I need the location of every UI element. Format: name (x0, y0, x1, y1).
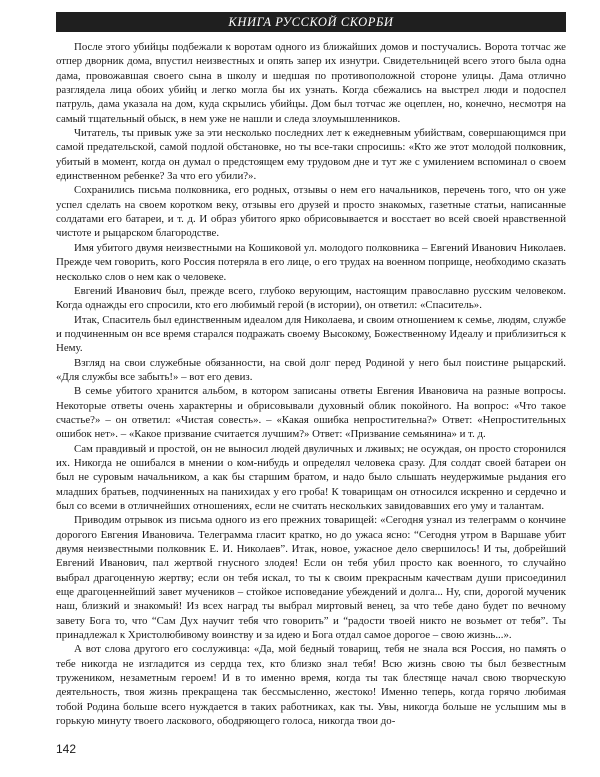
paragraph: В семье убитого хранится альбом, в котором записаны ответы Евгения Ивановича на разные вопросы. Некоторые ответы очень характерны и обрисовывали духовный облик покойного. На вопрос: «Что такое счастье?» – он ответил: «Чистая совесть». – «Какая ошибка непростительна?» Ответ: «Непростительных ошибок нет». – «Какое призвание считается лучшим?» Ответ: «Призвание семьянина» и т. д. (56, 385, 566, 441)
paragraph: Взгляд на свои служебные обязанности, на свой долг перед Родиной у него был поистине рыцарский. «Для службы все забыть!» – вот его девиз. (56, 356, 566, 383)
paragraph: После этого убийцы подбежали к воротам одного из ближайших домов и постучались. Ворота тотчас же отпер дворник дома, впустил неизвестных и опять запер их изнутри. Свидетельницей всего этого была одна дама, провожавшая своего сына в школу и шедшая по противоположной стороне улицы. Дама отлично разглядела лица обоих убийц и легко могла бы их узнать. Когда сбежались на выстрел люди и подоспел патруль, дама указала на дом, куда скрылись убийцы. Дом был тотчас же оцеплен, но, конечно, несмотря на самый тщательный обыск, в нем уже не нашли и следа злоумышленников. (56, 41, 566, 125)
page-number: 142 (56, 742, 77, 756)
paragraph: Сохранились письма полковника, его родных, отзывы о нем его начальников, перечень того, что он уже успел сделать на своем коротком веку, отзывы его друзей и просто знакомых, газетные статьи, написанные солдатами его батареи, и т. д. И образ убитого ярко обрисовывается и восстает во всей своей нравственной чистоте и рыцарском благородстве. (56, 184, 566, 240)
paragraph: Имя убитого двумя неизвестными на Кошиковой ул. молодого полковника – Евгений Иванович Николаев. Прежде чем говорить, кого Россия потеряла в его лице, о его трудах на военном поприще, необходимо сказать несколько слов о нем как о человеке. (56, 241, 566, 283)
paragraph: Евгений Иванович был, прежде всего, глубоко верующим, настоящим православно русским человеком. Когда однажды его спросили, кто его любимый герой (в истории), он ответил: «Спаситель». (56, 284, 566, 312)
running-head: КНИГА РУССКОЙ СКОРБИ (56, 12, 566, 32)
paragraph: А вот слова другого его сослуживца: «Да, мой бедный товарищ, тебя не знала вся Россия, но память о тебе никогда не изгладится из сердца тех, кто близко знал тебя! Всю жизнь свою ты был безвестным тружеником, незаметным героем! И в то именно время, когда ты так блестяще начал свою творческую деятельность, твоя жизнь прекращена так бессмысленно, жестоко! Именно теперь, когда горячо любимая тобой Родина больше всего нуждается в таких работниках, как ты. Увы, никогда больше не услышим мы в горькую минуту твоего ласкового, ободряющего голоса, никогда твои до- (56, 643, 566, 728)
paragraph: Итак, Спаситель был единственным идеалом для Николаева, и своим отношением к семье, людям, службе и подчиненным он все время старался подражать своему Высокому, Божественному Идеалу и приблизиться к Нему. (56, 313, 566, 355)
paragraph: Сам правдивый и простой, он не выносил людей двуличных и лживых; не осуждая, он просто сторонился их. Никогда не ошибался в мнении о ком-нибудь и определял человека сразу. Для солдат своей батареи он был не суровым начальником, а как бы старшим братом, и надо было слышать неудержимые рыдания его младших братьев, подчиненных на панихидах у его гроба! К товарищам он относился искренно и сердечно и был со всеми в отличнейших отношениях, если не считать нескольких завидовавших его уму и талантам. (56, 442, 566, 512)
body-text (56, 40, 566, 729)
paragraph: Читатель, ты привык уже за эти несколько последних лет к ежедневным убийствам, совершающимся при самой предательской, самой подлой обстановке, но ты все-таки спросишь: «Кто же этот молодой полковник, убитый в момент, когда он думал о предстоящем ему трудовом дне и тут же с умилением вспоминал о своем единственном ребенке? За что его убили?». (56, 127, 566, 183)
paragraph: Приводим отрывок из письма одного из его прежних товарищей: «Сегодня узнал из телеграмм о кончине дорогого Евгения Ивановича. Телеграмма гласит кратко, но до ужаса ясно: “Сегодня утром в Варшаве убит двумя неизвестными полковник Е. И. Николаев”. Итак, новое, ужасное дело свершилось! И ты, добрейший Евгений Иванович, пал жертвой гнусного злодея! Если он тебя убил просто как военного, то случайно выбрал драгоценную жертву; если он тебя искал, то ты к своим прекрасным качествам души присоединил еще драгоценнейший завет мучеников – стойкое исповедание убеждений и долга... Ну, спи, дорогой мученик наш, близкий и знакомый! Из всех наград ты выбрал миртовый венец, за что тебе дано будет по вечному завету Бога то, что “Сам Дух научит тебя что говорить” и “радости твоей никто не возьмет от тебя”. Ты принадлежал к Христолюбивому воинству и за идею и Бога отдал самое дорогое – свою жизнь...». (56, 514, 566, 642)
